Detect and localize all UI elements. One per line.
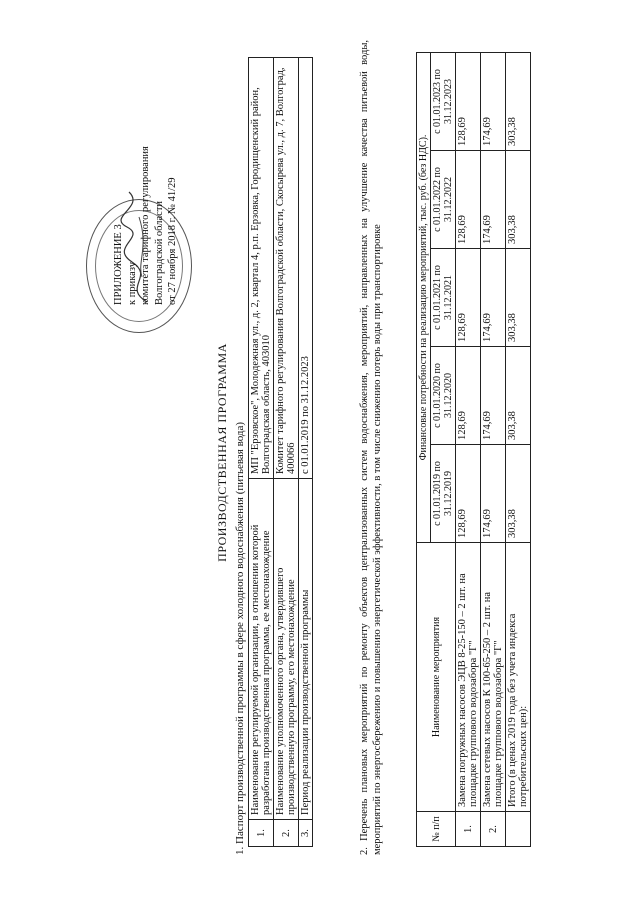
row-value: 303,38 [506, 347, 531, 445]
row-value: 128,69 [456, 249, 481, 347]
passport-row [299, 58, 313, 847]
passport-row [249, 58, 274, 847]
row-label: Наименование регулируемой организации, в отношении которой разработана производственная программа, ее местонахождение [249, 479, 274, 820]
passport-row [274, 58, 299, 847]
row-number [506, 812, 531, 847]
appendix-line: к приказу [126, 262, 138, 305]
row-value: 303,38 [506, 249, 531, 347]
row-value: Комитет тарифного регулирования Волгоградской области, Скосырева ул., д. 7, Волгоград, 400066 [274, 58, 299, 479]
period-header: с 01.01.2019 по 31.12.2019 [431, 445, 456, 543]
plan-header-row [417, 53, 431, 847]
row-value: 174,69 [481, 347, 506, 445]
appendix-block [112, 15, 180, 305]
row-value: 174,69 [481, 249, 506, 347]
col-num-header: № п/п [417, 812, 456, 847]
row-number: 2. [481, 812, 506, 847]
total-row [506, 53, 531, 847]
row-value: 174,69 [481, 151, 506, 249]
appendix-line: от 27 ноября 2018 г. № 41/29 [167, 177, 178, 305]
col-name-header: Наименование мероприятия [417, 543, 456, 812]
row-name: Замена сетевых насосов К 100-65-250 – 2 шт. на площадке группового водозабора "Г" [481, 543, 506, 812]
row-value: с 01.01.2019 по 31.12.2023 [299, 58, 313, 479]
appendix-line: ПРИЛОЖЕНИЕ 3 [113, 224, 124, 305]
col-fin-header: Финансовые потребности на реализацию мероприятий, тыс. руб. (без НДС). [417, 53, 431, 543]
period-header: с 01.01.2022 по 31.12.2022 [431, 151, 456, 249]
row-label: Период реализации производственной программы [299, 479, 313, 820]
period-header: с 01.01.2021 по 31.12.2021 [431, 249, 456, 347]
row-value: 128,69 [456, 347, 481, 445]
appendix-line: Волгоградской области [153, 200, 165, 305]
section-2-text: 2. Перечень плановых мероприятий по ремонту объектов централизованных систем водоснабжения, мероприятий, направленных на улучшение качества питьевой воды, мероприятий по энергосбережению и повышению энергетической эффективности, в том числе снижению потерь воды при транспортировке [359, 40, 383, 855]
table-row [456, 53, 481, 847]
document-title: ПРОИЗВОДСТВЕННАЯ ПРОГРАММА [215, 343, 229, 562]
row-number: 3. [299, 820, 313, 847]
row-value: МП "Ерзовское", Молодежная ул., д. 2, квартал 4, р.п. Ерзовка, Городищенский район, Волгоградская область, 403010 [249, 58, 274, 479]
plan-table [416, 52, 531, 847]
period-header: с 01.01.2020 по 31.12.2020 [431, 347, 456, 445]
row-number: 1. [456, 812, 481, 847]
row-name: Итого (в ценах 2019 года без учета индекса потребительских цен): [506, 543, 531, 812]
row-value: 174,69 [481, 445, 506, 543]
appendix-line: комитета тарифного регулирования [140, 146, 151, 305]
row-label: Наименование уполномоченного органа, утвердившего производственную программу, его местонахождение [274, 479, 299, 820]
row-value: 128,69 [456, 151, 481, 249]
section-1-heading: 1. Паспорт производственной программы в сфере холодного водоснабжения (питьевая вода) [234, 421, 246, 855]
row-value: 303,38 [506, 53, 531, 151]
period-header: с 01.01.2023 по 31.12.2023 [431, 53, 456, 151]
row-value: 128,69 [456, 445, 481, 543]
passport-table [248, 57, 313, 847]
row-value: 303,38 [506, 445, 531, 543]
row-name: Замена погружных насосов ЭЦВ 8-25-150 – 2 шт. на площадке группового водозабора "Г" [456, 543, 481, 812]
row-value: 303,38 [506, 151, 531, 249]
row-value: 174,69 [481, 53, 506, 151]
row-number: 1. [249, 820, 274, 847]
row-value: 128,69 [456, 53, 481, 151]
table-row [481, 53, 506, 847]
row-number: 2. [274, 820, 299, 847]
